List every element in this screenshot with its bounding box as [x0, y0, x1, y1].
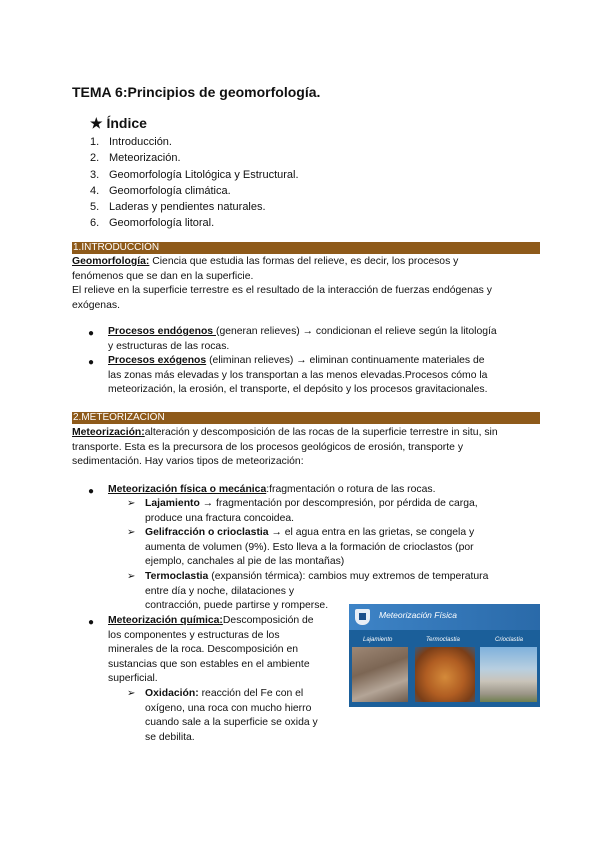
- figure-meteorizacion-fisica: [349, 604, 540, 707]
- figure-title: Meteorización Física: [379, 610, 457, 620]
- photo-crioclastia: [480, 647, 537, 702]
- geomorfologia-definition: Geomorfología: Ciencia que estudia las formas del relieve, es decir, los procesos y fenómenos que se dan en la superficie. El relieve en la superficie terrestre es el resultado de la interacción de fuerzas endógenas y exógenas.: [72, 256, 492, 311]
- list-item: 1. Introducción.: [90, 136, 172, 148]
- bullet-icon: ●: [88, 617, 95, 628]
- term-lajamiento: Lajamiento: [145, 498, 200, 509]
- bullet-procesos-exogenos: Procesos exógenos (eliminan relieves) → eliminan continuamente materiales de las zonas más elevadas y los transportan a las menos elevadas.Procesos cómo la meteorización, la erosión, el transporte, el depósito y los procesos gravitacionales.: [108, 355, 488, 395]
- section-bar-meteorizacion: 2.METEORIZACIÓN: [72, 412, 540, 424]
- figure-label-lajamiento: Lajamiento: [363, 637, 393, 643]
- figure-label-termoclastia: Termoclastia: [426, 637, 460, 643]
- photo-termoclastia: [415, 647, 475, 702]
- list-item: 3. Geomorfología Litológica y Estructural.: [90, 168, 299, 181]
- bullet-procesos-endogenos: Procesos endógenos (generan relieves) → condicionan el relieve según la litología y estructuras de las rocas.: [108, 326, 497, 352]
- photo-lajamiento: [352, 647, 408, 702]
- term-meteorizacion-quimica: Meteorización química:: [108, 615, 223, 626]
- item-gelifraccion: Gelifracción o crioclastia → el agua entra en las grietas, se congela y aumenta de volumen (9%). Esto lleva a la formación de crioclastos (por ejemplo, canchales al pie de las montañas): [145, 527, 475, 567]
- item-lajamiento: Lajamiento → fragmentación por descompresión, por pérdida de carga, produce una fractura concoidea.: [145, 498, 478, 524]
- list-item: 4. Geomorfología climática.: [90, 184, 231, 197]
- item-termoclastia: Termoclastia (expansión térmica): cambios muy extremos de temperatura entre día y noche, dilataciones y contracción, puede partirse y romperse.: [145, 571, 489, 611]
- bullet-icon: ●: [88, 486, 95, 497]
- term-meteorizacion-fisica: Meteorización física o mecánica: [108, 484, 267, 495]
- arrow-bullet-icon: ➢: [127, 688, 136, 699]
- bullet-icon: ●: [88, 328, 95, 339]
- section-bar-introduccion: 1.INTRODUCCIÓN: [72, 242, 540, 254]
- item-oxidacion: Oxidación: reacción del Fe con el oxígeno, una roca con mucho hierro cuando sale a la superficie se oxida y se debilita.: [145, 688, 318, 743]
- index-list: [90, 134, 299, 232]
- term-oxidacion: Oxidación:: [145, 688, 199, 699]
- meteorizacion-definition: Meteorización:alteración y descomposición de las rocas de la superficie terrestre in situ, sin transporte. Esta es la precursora de los procesos geológicos de erosión, transporte y sedimentación. Hay varios tipos de meteorización:: [72, 427, 498, 467]
- term-meteorizacion: Meteorización:: [72, 427, 145, 438]
- term-termoclastia: Termoclastia: [145, 571, 209, 582]
- bullet-icon: ●: [88, 357, 95, 368]
- page-title: TEMA 6:Principios de geomorfología.: [72, 84, 321, 100]
- figure-label-crioclastia: Crioclastia: [495, 637, 524, 643]
- arrow-bullet-icon: ➢: [127, 498, 136, 509]
- university-crest-icon: [355, 609, 370, 625]
- index-heading-label: Índice: [106, 115, 147, 131]
- term-procesos-exogenos: Procesos exógenos: [108, 355, 207, 366]
- term-procesos-endogenos: Procesos endógenos: [108, 326, 216, 337]
- bullet-meteorizacion-quimica: Meteorización química:Descomposición de los componentes y estructuras de los minerales de la roca. Descomposición en sustancias que son estables en el ambiente superficial.: [108, 615, 314, 684]
- term-geomorfologia: Geomorfología:: [72, 256, 150, 267]
- arrow-bullet-icon: ➢: [127, 571, 136, 582]
- index-heading: [90, 115, 147, 132]
- list-item: 6. Geomorfología litoral.: [90, 217, 215, 230]
- list-item: 5. Laderas y pendientes naturales.: [90, 201, 266, 214]
- term-gelifraccion: Gelifracción o crioclastia: [145, 527, 269, 538]
- arrow-bullet-icon: ➢: [127, 527, 136, 538]
- star-icon: ★: [90, 115, 103, 131]
- list-item: 2. Meteorización.: [90, 152, 181, 165]
- bullet-meteorizacion-fisica: Meteorización física o mecánica:fragmentación o rotura de las rocas.: [108, 484, 436, 495]
